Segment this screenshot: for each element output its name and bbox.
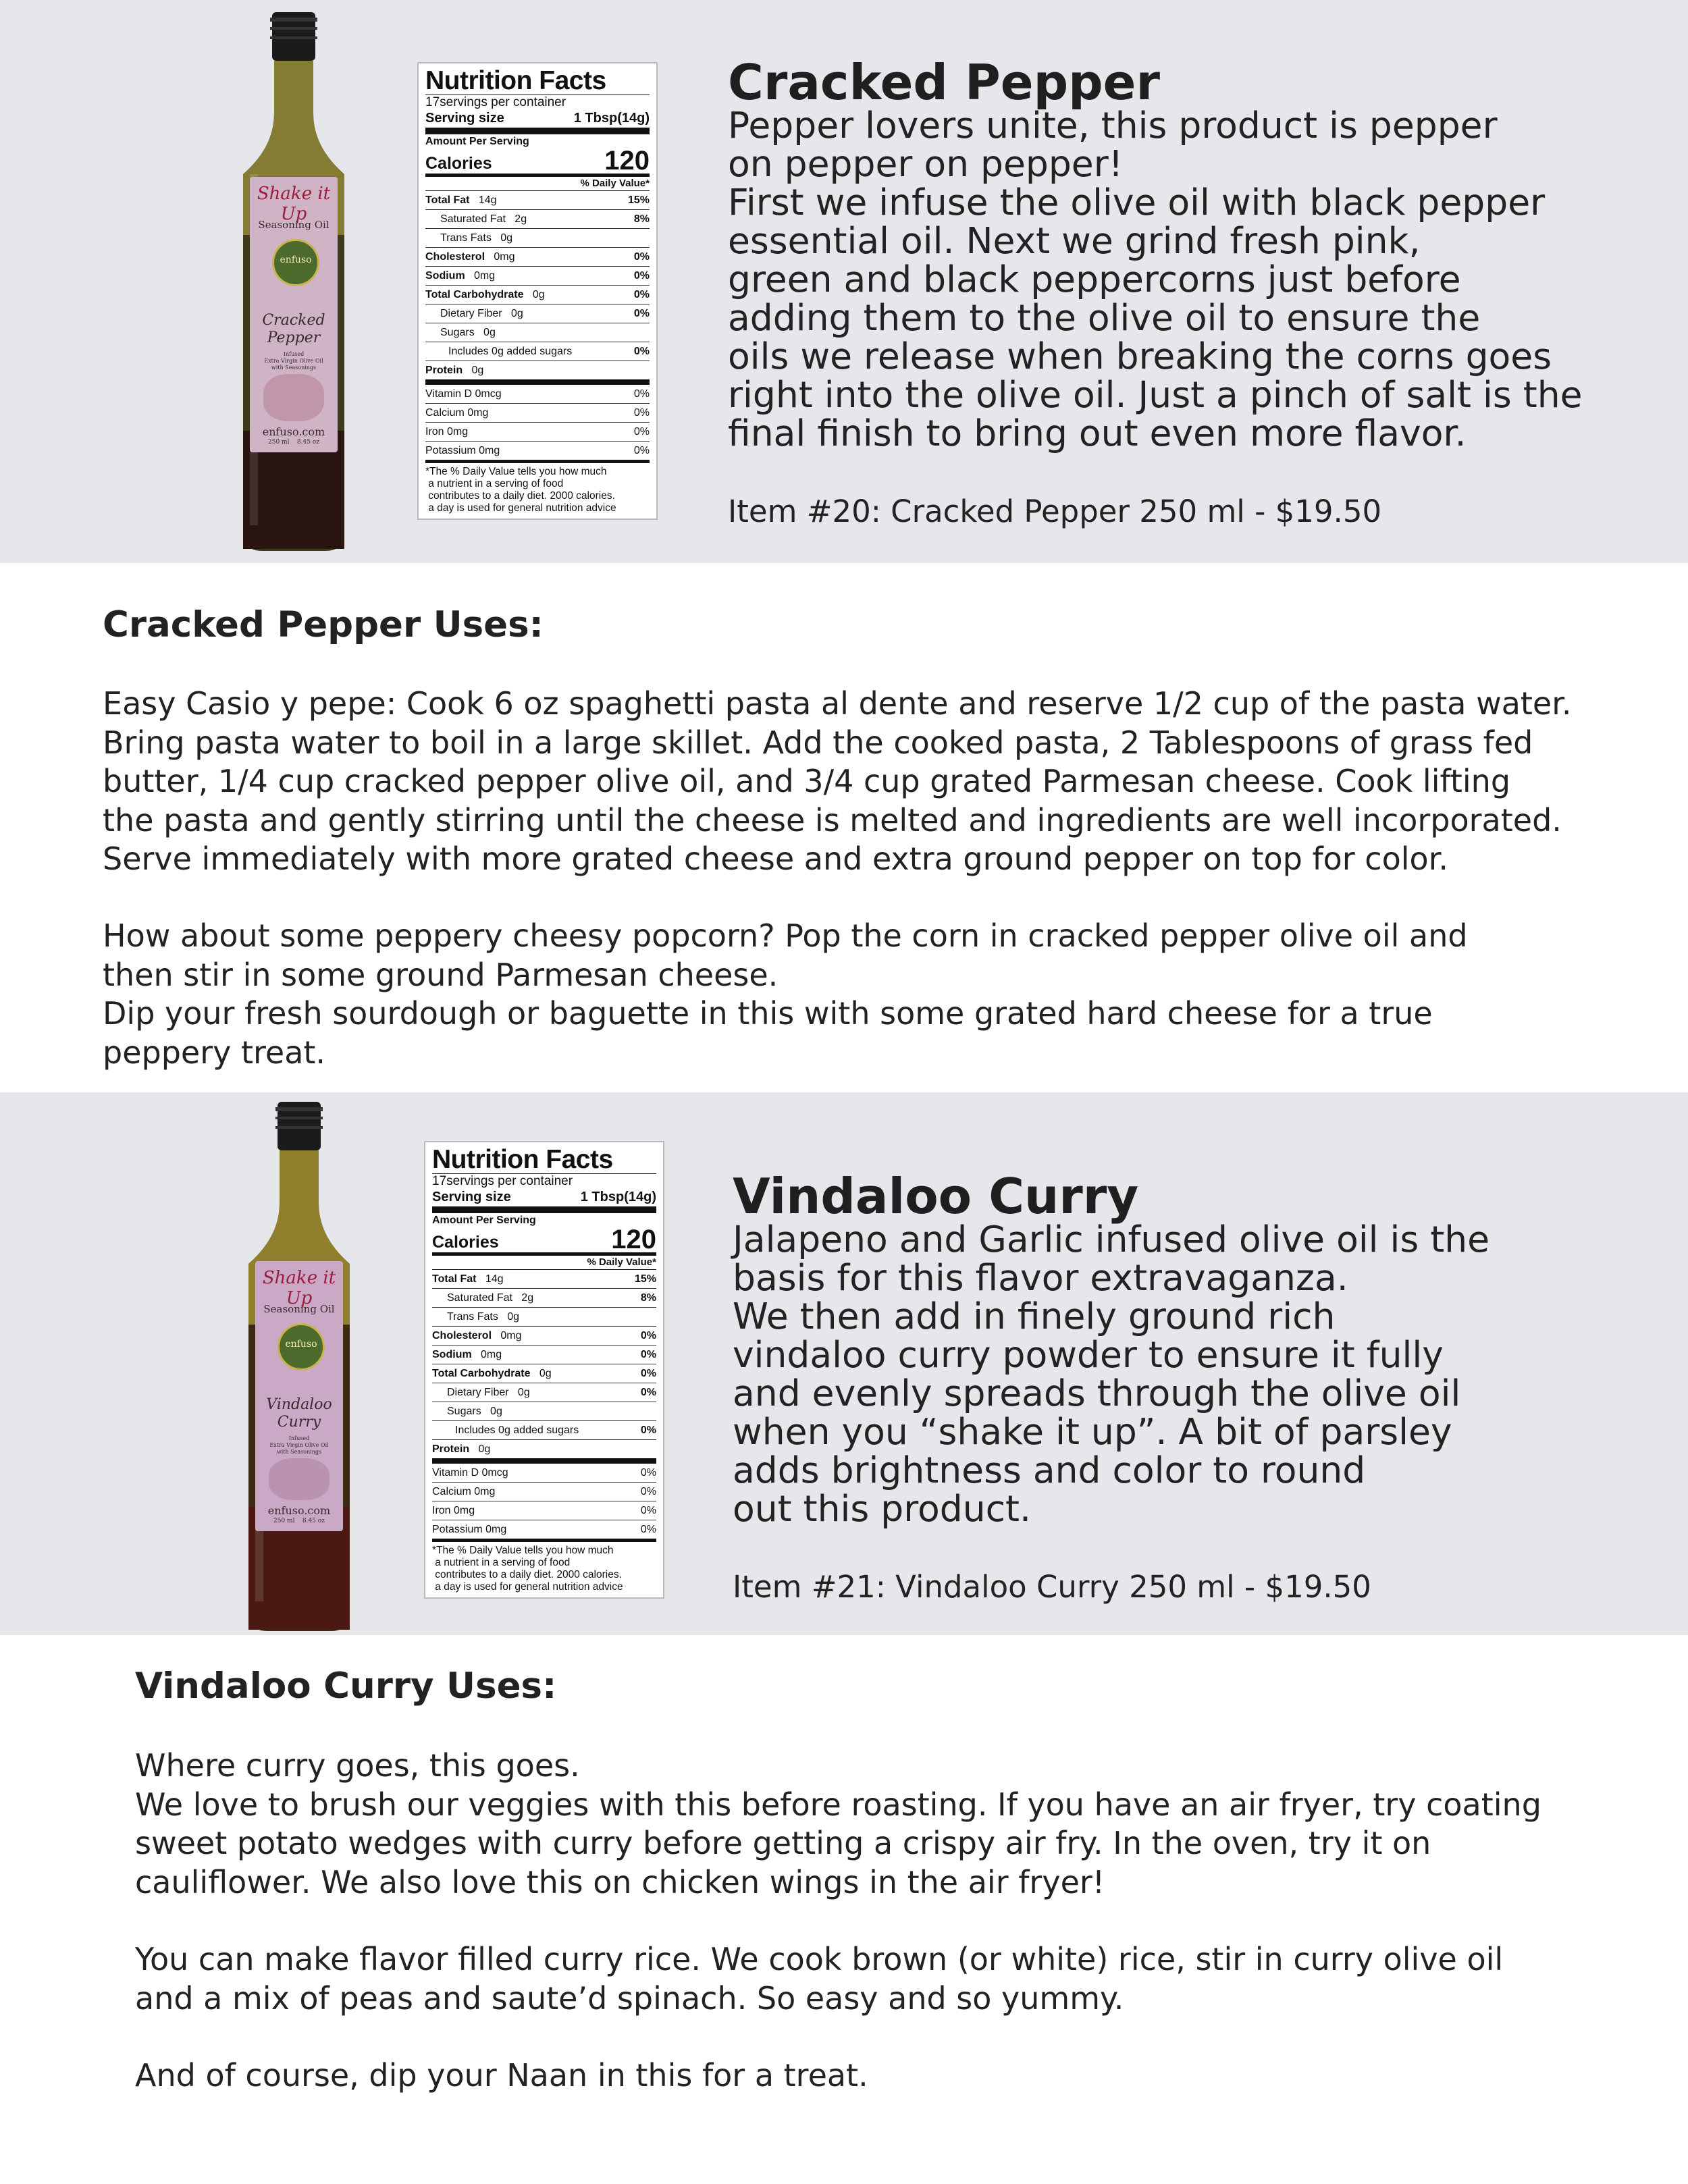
product-item-price: Item #21: Vindaloo Curry 250 ml - $19.50	[733, 1569, 1371, 1605]
nutrient-row	[432, 1440, 656, 1464]
nutrient-label: Total Fat	[432, 1273, 477, 1285]
nutrient-label: Protein	[432, 1443, 470, 1455]
amount-per-serving: Amount Per Serving	[432, 1215, 536, 1226]
nutrient-label: Sugars	[440, 327, 475, 338]
nutrient-percent: 0%	[633, 251, 650, 263]
nutrition-footnote: *The % Daily Value tells you how much a nutrient in a serving of food contributes to a daily diet. 2000 calories. a day is used for general nutrition advice	[432, 1545, 623, 1593]
nutrition-facts-panel	[417, 62, 658, 520]
label-brand: Shake it Up	[257, 184, 331, 224]
label-sub-3: with Seasonings	[276, 1449, 322, 1455]
nutrient-name	[432, 1270, 504, 1288]
nutrient-label: Includes 0g added sugars	[448, 346, 573, 357]
label-sub-2: Extra Virgin Olive Oil	[264, 358, 323, 364]
daily-value-header: % Daily Value*	[425, 177, 650, 191]
nutrient-name	[425, 210, 527, 228]
vitamin-percent: 0%	[640, 1505, 656, 1516]
nutrient-percent: 0%	[640, 1330, 656, 1341]
vitamin-name: Potassium 0mg	[425, 445, 500, 456]
calories-row	[425, 148, 650, 177]
nutrient-label: Includes 0g added sugars	[455, 1424, 579, 1436]
nutrient-percent: 0%	[633, 346, 650, 357]
vitamin-name: Calcium 0mg	[425, 407, 489, 419]
product-description: Jalapeno and Garlic infused olive oil is the basis for this flavor extravaganza. We then add in finely ground rich vindaloo curry powder to ensure it fully and evenly spreads through the olive oil when you “shake it up”. A bit of parsley adds brightness and color to round out this product.	[733, 1218, 1490, 1530]
vitamin-name: Vitamin D 0mcg	[425, 388, 502, 400]
vitamin-name: Vitamin D 0mcg	[432, 1467, 508, 1479]
label-flavor-2: Curry	[277, 1414, 321, 1431]
nutrient-name	[425, 229, 512, 247]
nutrient-row	[425, 191, 650, 210]
serving-size	[425, 110, 650, 134]
nutrient-name	[432, 1308, 519, 1326]
nutrient-name	[425, 323, 496, 342]
nutrient-label: Saturated Fat	[447, 1292, 512, 1304]
serving-size-value: 1 Tbsp(14g)	[573, 111, 650, 126]
nutrient-percent: 0%	[633, 289, 650, 300]
nutrient-amount: 0mg	[474, 270, 496, 282]
vitamin-name: Calcium 0mg	[432, 1486, 496, 1497]
nutrient-amount: 0g	[490, 1406, 502, 1417]
nutrient-row	[432, 1364, 656, 1383]
nutrient-percent: 0%	[640, 1368, 656, 1379]
vitamin-name: Potassium 0mg	[432, 1524, 507, 1535]
serving-size-label: Serving size	[432, 1190, 511, 1204]
vitamin-percent: 0%	[633, 407, 650, 419]
vitamin-rows	[425, 385, 650, 463]
product-title: Vindaloo Curry	[733, 1168, 1139, 1225]
product-title: Cracked Pepper	[728, 54, 1161, 111]
nutrient-name	[432, 1421, 588, 1439]
nutrient-name	[432, 1440, 490, 1458]
nutrient-percent: 8%	[640, 1292, 656, 1304]
label-volume: 250 ml 8.45 oz	[268, 439, 319, 446]
vitamin-percent: 0%	[640, 1467, 656, 1479]
calories-value: 120	[604, 146, 650, 176]
vitamin-percent: 0%	[640, 1486, 656, 1497]
nutrient-label: Cholesterol	[425, 251, 485, 263]
nutrient-row	[425, 267, 650, 286]
nutrient-name	[425, 304, 523, 323]
nutrient-row	[425, 229, 650, 248]
nutrient-row	[432, 1346, 656, 1364]
vitamin-row	[425, 442, 650, 463]
nutrient-label: Sodium	[432, 1349, 472, 1360]
nutrient-amount: 0g	[471, 365, 484, 376]
nutrient-label: Dietary Fiber	[447, 1387, 509, 1398]
nutrition-title: Nutrition Facts	[432, 1146, 656, 1174]
calories-label: Calories	[425, 154, 492, 173]
vitamin-row	[432, 1501, 656, 1520]
nutrient-amount: 0mg	[494, 251, 515, 263]
nutrient-label: Total Carbohydrate	[425, 289, 524, 300]
uses-paragraph: How about some peppery cheesy popcorn? Pop the corn in cracked pepper olive oil and then stir in some ground Parmesan cheese. Dip your fresh sourdough or baguette in this with some grated hard cheese for a true peppery treat.	[103, 917, 1468, 1071]
nutrient-row	[425, 361, 650, 385]
vitamin-percent: 0%	[633, 445, 650, 456]
enfuso-logo	[278, 1323, 325, 1370]
bottle-label	[255, 1261, 343, 1531]
amount-per-serving: Amount Per Serving	[425, 136, 529, 147]
vitamin-row	[425, 404, 650, 423]
nutrient-row	[432, 1308, 656, 1327]
vitamin-percent: 0%	[633, 426, 650, 437]
nutrient-name	[432, 1289, 533, 1307]
vitamin-row	[425, 385, 650, 404]
nutrient-amount: 0g	[507, 1311, 520, 1323]
nutrient-amount: 0g	[517, 1387, 530, 1398]
label-volume: 250 ml 8.45 oz	[273, 1518, 325, 1524]
peppercorn-illustration	[263, 374, 324, 421]
nutrient-amount: 0g	[483, 327, 496, 338]
vitamin-name: Iron 0mg	[432, 1505, 475, 1516]
nutrient-amount: 2g	[515, 213, 527, 225]
nutrient-amount: 0mg	[500, 1330, 522, 1341]
nutrient-name	[425, 342, 581, 361]
nutrient-name	[425, 248, 515, 266]
nutrient-percent: 0%	[640, 1387, 656, 1398]
nutrient-row	[425, 304, 650, 323]
servings-per-container: 17servings per container	[425, 95, 566, 109]
nutrition-title: Nutrition Facts	[425, 68, 650, 95]
vitamin-rows	[432, 1464, 656, 1542]
spice-illustration	[269, 1458, 329, 1500]
nutrient-row	[432, 1270, 656, 1289]
nutrient-percent: 8%	[633, 213, 650, 225]
nutrient-name	[425, 191, 497, 209]
nutrient-amount: 2g	[521, 1292, 534, 1304]
vitamin-row	[432, 1483, 656, 1501]
nutrient-amount: 0g	[532, 289, 545, 300]
nutrient-rows	[432, 1270, 656, 1464]
calories-label: Calories	[432, 1233, 499, 1252]
uses-paragraph: Where curry goes, this goes. We love to brush our veggies with this before roasting. If you have an air fryer, try coating sweet potato wedges with curry before getting a crispy air fry. In the oven, try it on cauliflower. We also love this on chicken wings in the air fryer!	[135, 1747, 1541, 1900]
label-maker: enfuso	[280, 255, 312, 265]
nutrient-amount: 0g	[478, 1443, 491, 1455]
label-flavor-2: Pepper	[267, 329, 321, 346]
nutrient-amount: 0g	[500, 232, 513, 244]
nutrient-row	[425, 210, 650, 229]
vitamin-row	[425, 423, 650, 442]
nutrient-percent: 0%	[633, 308, 650, 319]
label-kind: Seasoning Oil	[263, 1303, 335, 1315]
calories-row	[432, 1227, 656, 1256]
nutrient-name	[432, 1364, 552, 1383]
calories-value: 120	[611, 1225, 656, 1254]
nutrient-row	[432, 1289, 656, 1308]
nutrient-label: Sodium	[425, 270, 465, 282]
nutrient-percent: 15%	[627, 194, 650, 206]
daily-value-header: % Daily Value*	[432, 1256, 656, 1270]
nutrient-amount: 14g	[485, 1273, 504, 1285]
label-url: enfuso.com	[262, 425, 325, 438]
vitamin-percent: 0%	[640, 1524, 656, 1535]
nutrient-row	[432, 1327, 656, 1346]
label-maker: enfuso	[285, 1339, 317, 1350]
nutrient-amount: 0mg	[481, 1349, 502, 1360]
vitamin-name: Iron 0mg	[425, 426, 469, 437]
nutrient-name	[425, 286, 545, 304]
nutrient-name	[425, 267, 495, 285]
uses-paragraph: And of course, dip your Naan in this for a treat.	[135, 2057, 868, 2094]
nutrient-percent: 15%	[634, 1273, 656, 1285]
label-sub-3: with Seasonings	[271, 365, 317, 371]
nutrient-row	[425, 323, 650, 342]
nutrient-row	[432, 1421, 656, 1440]
label-sub-1: Infused	[288, 1435, 310, 1441]
vitamin-row	[432, 1464, 656, 1483]
nutrient-percent: 0%	[640, 1349, 656, 1360]
nutrient-amount: 0g	[539, 1368, 552, 1379]
nutrient-name	[425, 361, 483, 379]
label-flavor-1: Vindaloo	[266, 1396, 332, 1413]
nutrient-label: Saturated Fat	[440, 213, 506, 225]
nutrient-label: Trans Fats	[447, 1311, 498, 1323]
nutrient-label: Total Fat	[425, 194, 470, 206]
nutrient-label: Cholesterol	[432, 1330, 492, 1341]
nutrition-footnote: *The % Daily Value tells you how much a nutrient in a serving of food contributes to a daily diet. 2000 calories. a day is used for general nutrition advice	[425, 466, 616, 514]
serving-size-value: 1 Tbsp(14g)	[580, 1190, 656, 1204]
nutrient-percent: 0%	[640, 1424, 656, 1436]
nutrient-label: Trans Fats	[440, 232, 492, 244]
label-flavor-1: Cracked	[262, 312, 325, 329]
nutrient-percent: 0%	[633, 270, 650, 282]
vitamin-row	[432, 1520, 656, 1542]
nutrient-row	[432, 1402, 656, 1421]
nutrition-facts-panel	[424, 1141, 664, 1599]
label-sub-2: Extra Virgin Olive Oil	[269, 1442, 329, 1448]
nutrient-name	[432, 1402, 502, 1420]
label-brand: Shake it Up	[262, 1268, 336, 1308]
serving-size-label: Serving size	[425, 111, 504, 126]
nutrient-row	[425, 342, 650, 361]
nutrient-row	[425, 248, 650, 267]
uses-heading: Vindaloo Curry Uses:	[135, 1666, 557, 1707]
uses-paragraph: Easy Casio y pepe: Cook 6 oz spaghetti pasta al dente and reserve 1/2 cup of the pasta water. Bring pasta water to boil in a large skillet. Add the cooked pasta, 2 Tablespoons of grass fed butter, 1/4 cup cracked pepper olive oil, and 3/4 cup grated Parmesan cheese. Cook lifting the pasta and gently stirring until the cheese is melted and ingredients are well incorporated. Serve immediately with more grated cheese and extra ground pepper on top for color.	[103, 685, 1572, 877]
uses-paragraph: You can make flavor filled curry rice. We cook brown (or white) rice, stir in curry olive oil and a mix of peas and saute’d spinach. So easy and so yummy.	[135, 1941, 1504, 2017]
nutrient-amount: 0g	[510, 308, 523, 319]
nutrient-label: Dietary Fiber	[440, 308, 502, 319]
label-url: enfuso.com	[267, 1504, 331, 1517]
nutrient-rows	[425, 191, 650, 385]
product-item-price: Item #20: Cracked Pepper 250 ml - $19.50	[728, 494, 1382, 529]
nutrient-amount: 14g	[478, 194, 497, 206]
nutrient-label: Protein	[425, 365, 463, 376]
nutrient-name	[432, 1346, 502, 1364]
nutrient-row	[432, 1383, 656, 1402]
serving-size	[432, 1189, 656, 1213]
product-description: Pepper lovers unite, this product is pepper on pepper on pepper! First we infuse the olive oil with black pepper essential oil. Next we grind fresh pink, green and black peppercorns just before adding them to the olive oil to ensure the oils we release when breaking the corns goes right into the olive oil. Just a pinch of salt is the final finish to bring out even more flavor.	[728, 104, 1583, 454]
nutrient-label: Total Carbohydrate	[432, 1368, 531, 1379]
nutrient-row	[425, 286, 650, 304]
label-sub-1: Infused	[283, 351, 305, 357]
servings-per-container: 17servings per container	[432, 1174, 573, 1188]
uses-heading: Cracked Pepper Uses:	[103, 604, 544, 645]
bottle-label	[250, 177, 338, 452]
nutrient-label: Sugars	[447, 1406, 481, 1417]
nutrient-name	[432, 1327, 521, 1345]
label-kind: Seasoning Oil	[258, 219, 329, 231]
vitamin-percent: 0%	[633, 388, 650, 400]
enfuso-logo	[272, 239, 319, 286]
nutrient-name	[432, 1383, 530, 1402]
